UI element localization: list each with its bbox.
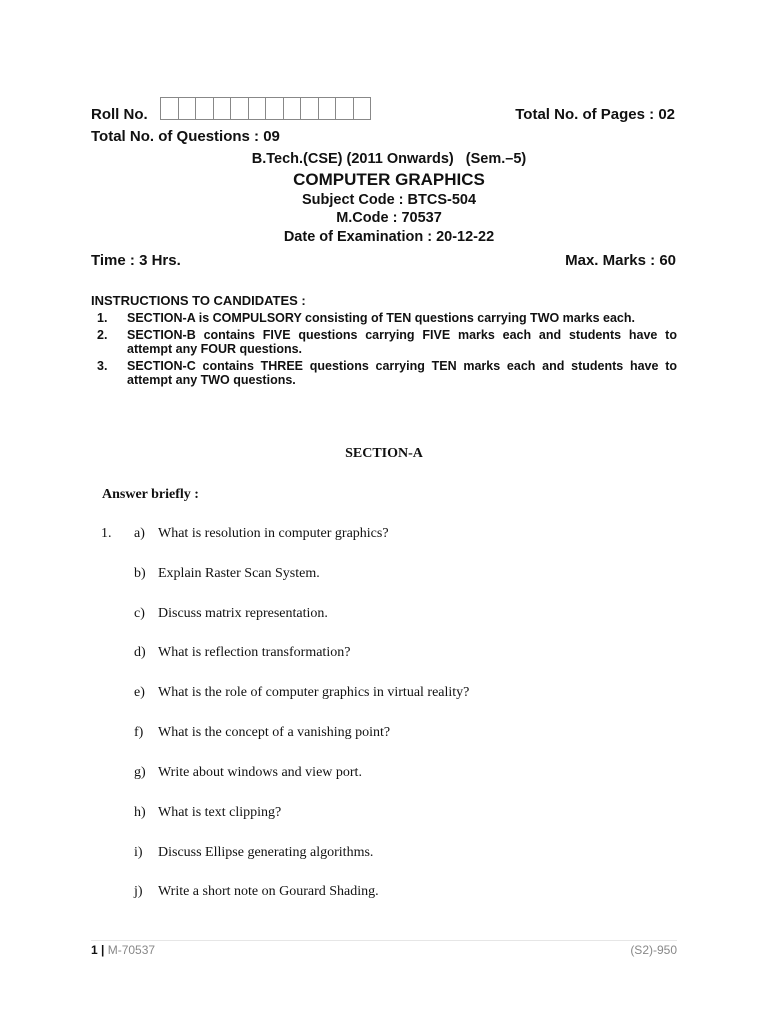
sub-question-text: Explain Raster Scan System. (158, 566, 320, 581)
exam-date: Date of Examination : 20-12-22 (283, 229, 495, 245)
sub-question-text: What is the concept of a vanishing point? (158, 725, 391, 740)
roll-no-box (161, 98, 179, 119)
sub-question-text: What is reflection transformation? (158, 645, 351, 660)
exam-time: Time : 3 Hrs. (91, 252, 181, 269)
instruction-item (91, 328, 677, 356)
roll-no-box (336, 98, 354, 119)
sub-question (134, 645, 350, 661)
page-number: 1 | (91, 943, 105, 957)
roll-no-label: Roll No. (91, 106, 148, 123)
roll-no-box (196, 98, 214, 119)
sub-question-letter: d) (134, 645, 146, 660)
sub-question-text: What is the role of computer graphics in virtual reality? (158, 685, 470, 700)
sub-question-letter: i) (134, 845, 143, 860)
instruction-text: SECTION-A is COMPULSORY consisting of TEN questions carrying TWO marks each. (127, 311, 635, 325)
sub-question-letter: c) (134, 606, 145, 621)
instructions-heading: INSTRUCTIONS TO CANDIDATES : (91, 293, 306, 308)
subject-title: COMPUTER GRAPHICS (293, 170, 485, 189)
sub-question-text: Write about windows and view port. (158, 765, 362, 780)
sub-question-letter: j) (134, 884, 143, 899)
roll-no-box (301, 98, 319, 119)
instruction-item (91, 311, 677, 325)
roll-no-box (214, 98, 232, 119)
sub-question-letter: e) (134, 685, 145, 700)
sub-question (134, 805, 281, 821)
roll-no-boxes (160, 97, 371, 120)
sub-question (134, 526, 389, 542)
question-number: 1. (101, 526, 112, 541)
sub-question-text: What is resolution in computer graphics? (158, 526, 389, 541)
instruction-number: 2. (97, 328, 108, 342)
sub-question-letter: a) (134, 526, 145, 541)
section-a-subtitle: Answer briefly : (102, 487, 199, 502)
roll-no-box (319, 98, 337, 119)
footer-divider (91, 940, 677, 941)
instruction-number: 1. (97, 311, 108, 325)
instruction-text: SECTION-C contains THREE questions carrying TEN marks each and students have to attempt any TWO questions. (127, 359, 677, 387)
sub-question (134, 566, 320, 582)
roll-no-box (249, 98, 267, 119)
sub-question-letter: g) (134, 765, 146, 780)
sub-question (134, 685, 469, 701)
section-a-title: SECTION-A (345, 446, 423, 461)
sub-question-text: What is text clipping? (158, 805, 282, 820)
instruction-number: 3. (97, 359, 108, 373)
roll-no-box (266, 98, 284, 119)
roll-no-box (354, 98, 372, 119)
instructions-list (91, 311, 677, 390)
roll-no-box (231, 98, 249, 119)
sub-question-letter: b) (134, 566, 146, 581)
sub-question-text: Discuss matrix representation. (158, 606, 328, 621)
instruction-text: SECTION-B contains FIVE questions carrying FIVE marks each and students have to attempt any FOUR questions. (127, 328, 677, 356)
subject-code: Subject Code : BTCS-504 (301, 192, 477, 208)
sub-question (134, 725, 390, 741)
m-code: M.Code : 70537 (336, 210, 442, 226)
sub-question (134, 765, 362, 781)
sub-question-text: Discuss Ellipse generating algorithms. (158, 845, 374, 860)
footer-left (91, 943, 155, 957)
sub-question-letter: h) (134, 805, 146, 820)
roll-no-box (179, 98, 197, 119)
total-pages: Total No. of Pages : 02 (515, 106, 675, 123)
course-line: B.Tech.(CSE) (2011 Onwards) (Sem.–5) (251, 151, 527, 167)
sub-question (134, 606, 328, 622)
sub-question-text: Write a short note on Gourard Shading. (158, 884, 379, 899)
roll-no-box (284, 98, 302, 119)
max-marks: Max. Marks : 60 (565, 252, 676, 269)
instruction-item (91, 359, 677, 387)
total-questions: Total No. of Questions : 09 (91, 128, 280, 145)
footer-paper-code: (S2)-950 (630, 943, 677, 957)
sub-question (134, 884, 379, 900)
sub-question-letter: f) (134, 725, 144, 740)
sub-question (134, 845, 373, 861)
footer-m-code: M-70537 (107, 943, 156, 957)
